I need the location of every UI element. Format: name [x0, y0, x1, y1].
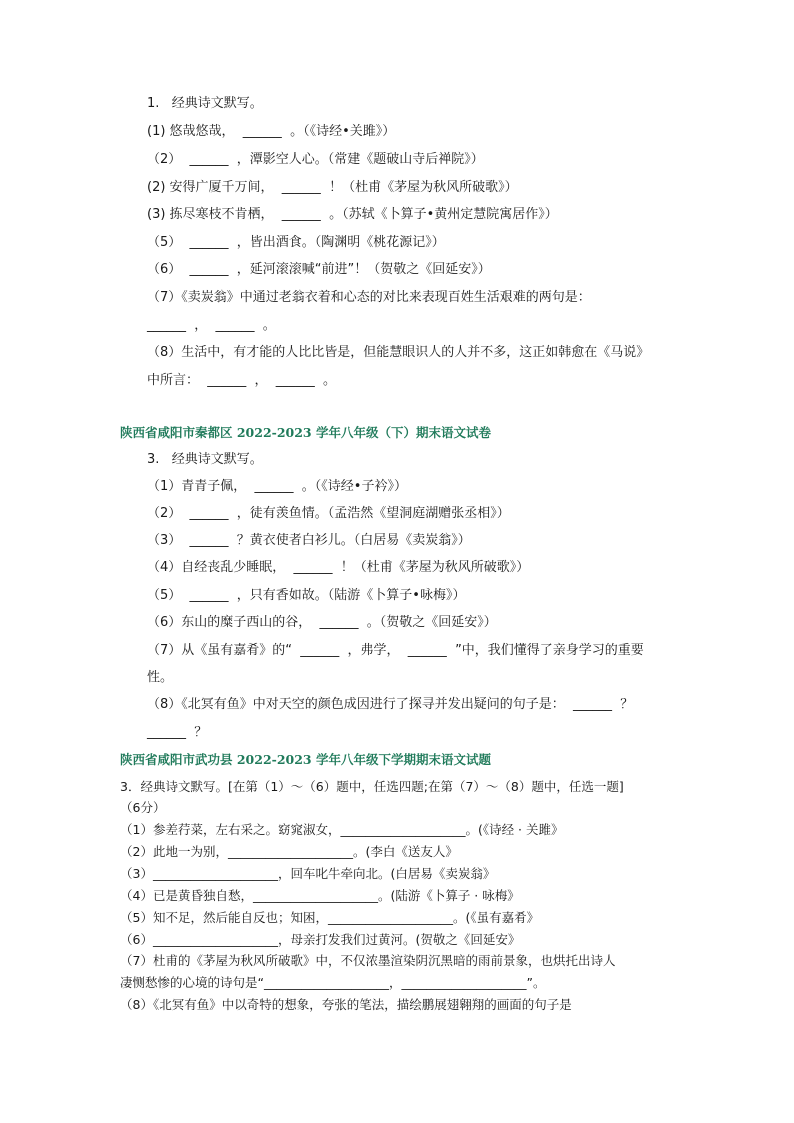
- question-title: 3. 经典诗文默写。: [147, 452, 263, 467]
- section-heading: 陕西省咸阳市秦都区 2022-2023 学年八年级（下）期末语文试卷: [120, 425, 491, 440]
- question-line: （4）已是黄昏独自愁，____________________。(陆游《卜算子 · 咏梅》: [120, 888, 520, 903]
- question-line: (3) 拣尽寒枝不肯栖， ______ 。（苏轼《卜算子•黄州定慧院寓居作》）: [147, 207, 558, 222]
- question-line: （6） ______ ，延河滚滚喊“前进”！（贺敬之《回延安》）: [147, 262, 491, 277]
- question-line: （7）《卖炭翁》中通过老翁衣着和心态的对比来表现百姓生活艰难的两句是：: [147, 290, 591, 305]
- question-line: (2) 安得广厦千万间， ______ ！（杜甫《茅屋为秋风所破歌》）: [147, 180, 518, 195]
- question-line: 中所言： ______ ， ______ 。: [147, 373, 337, 388]
- question-line: （7）从《虽有嘉肴》的“ ______ ，弗学， ______ ”中，我们懂得了亲身学习的重要: [147, 643, 644, 658]
- question-line: ______ ？: [147, 725, 208, 740]
- question-line: (1) 悠哉悠哉， ______ 。（《诗经•关雎》）: [147, 124, 396, 139]
- question-line: （6分）: [120, 800, 166, 815]
- question-line: 性。: [147, 670, 174, 685]
- question-line: （1）参差荇菜，左右采之。窈窕淑女，____________________。(《诗经 · 关雎》: [120, 822, 564, 837]
- question-title: 3．经典诗文默写。[在第（1）～（6）题中，任选四题;在第（7）～（8）题中，任选一题]: [120, 779, 624, 794]
- question-line: （8）《北冥有鱼》中以奇特的想象，夸张的笔法，描绘鹏展翅翱翔的画面的句子是: [120, 997, 572, 1012]
- question-line: （5）知不足，然后能自反也；知困，____________________。(《虽有嘉肴》: [120, 910, 540, 925]
- question-line: （1）青青子佩， ______ 。（《诗经•子衿》）: [147, 479, 407, 494]
- question-line: （3） ______ ？黄衣使者白衫儿。（白居易《卖炭翁》）: [147, 533, 471, 548]
- question-line: （5） ______ ，只有香如故。（陆游《卜算子•咏梅》）: [147, 588, 466, 603]
- question-title: 1. 经典诗文默写。: [147, 96, 263, 111]
- question-line: （3）____________________，回车叱牛牵向北。(白居易《卖炭翁》: [120, 866, 496, 881]
- question-line: （5） ______ ，皆出酒食。（陶渊明《桃花源记》）: [147, 235, 445, 250]
- question-line: （6）东山的糜子西山的谷， ______ 。（贺敬之《回延安》）: [147, 615, 497, 630]
- question-line: （8）生活中，有才能的人比比皆是，但能慧眼识人的人并不多，这正如韩愈在《马说》: [147, 345, 650, 360]
- question-line: 凄恻愁惨的心境的诗句是“____________________，____________________”。: [120, 975, 546, 990]
- question-line: （8）《北冥有鱼》中对天空的颜色成因进行了探寻并发出疑问的句子是： ______ ？: [147, 697, 634, 712]
- question-line: （4）自经丧乱少睡眠， ______ ！（杜甫《茅屋为秋风所破歌》）: [147, 560, 530, 575]
- question-line: （2） ______ ，徒有羡鱼情。（孟浩然《望洞庭湖赠张丞相》）: [147, 506, 510, 521]
- question-line: ______ ， ______ 。: [147, 318, 276, 333]
- question-line: （7）杜甫的《茅屋为秋风所破歌》中，不仅浓墨渲染阴沉黑暗的雨前景象，也烘托出诗人: [120, 953, 616, 968]
- question-line: （2）此地一为别，____________________。(李白《送友人》: [120, 844, 458, 859]
- question-line: （6）____________________，母亲打发我们过黄河。(贺敬之《回延安》: [120, 932, 521, 947]
- section-heading: 陕西省咸阳市武功县 2022-2023 学年八年级下学期期末语文试题: [120, 752, 491, 767]
- question-line: （2） ______ ，潭影空人心。（常建《题破山寺后禅院》）: [147, 152, 484, 167]
